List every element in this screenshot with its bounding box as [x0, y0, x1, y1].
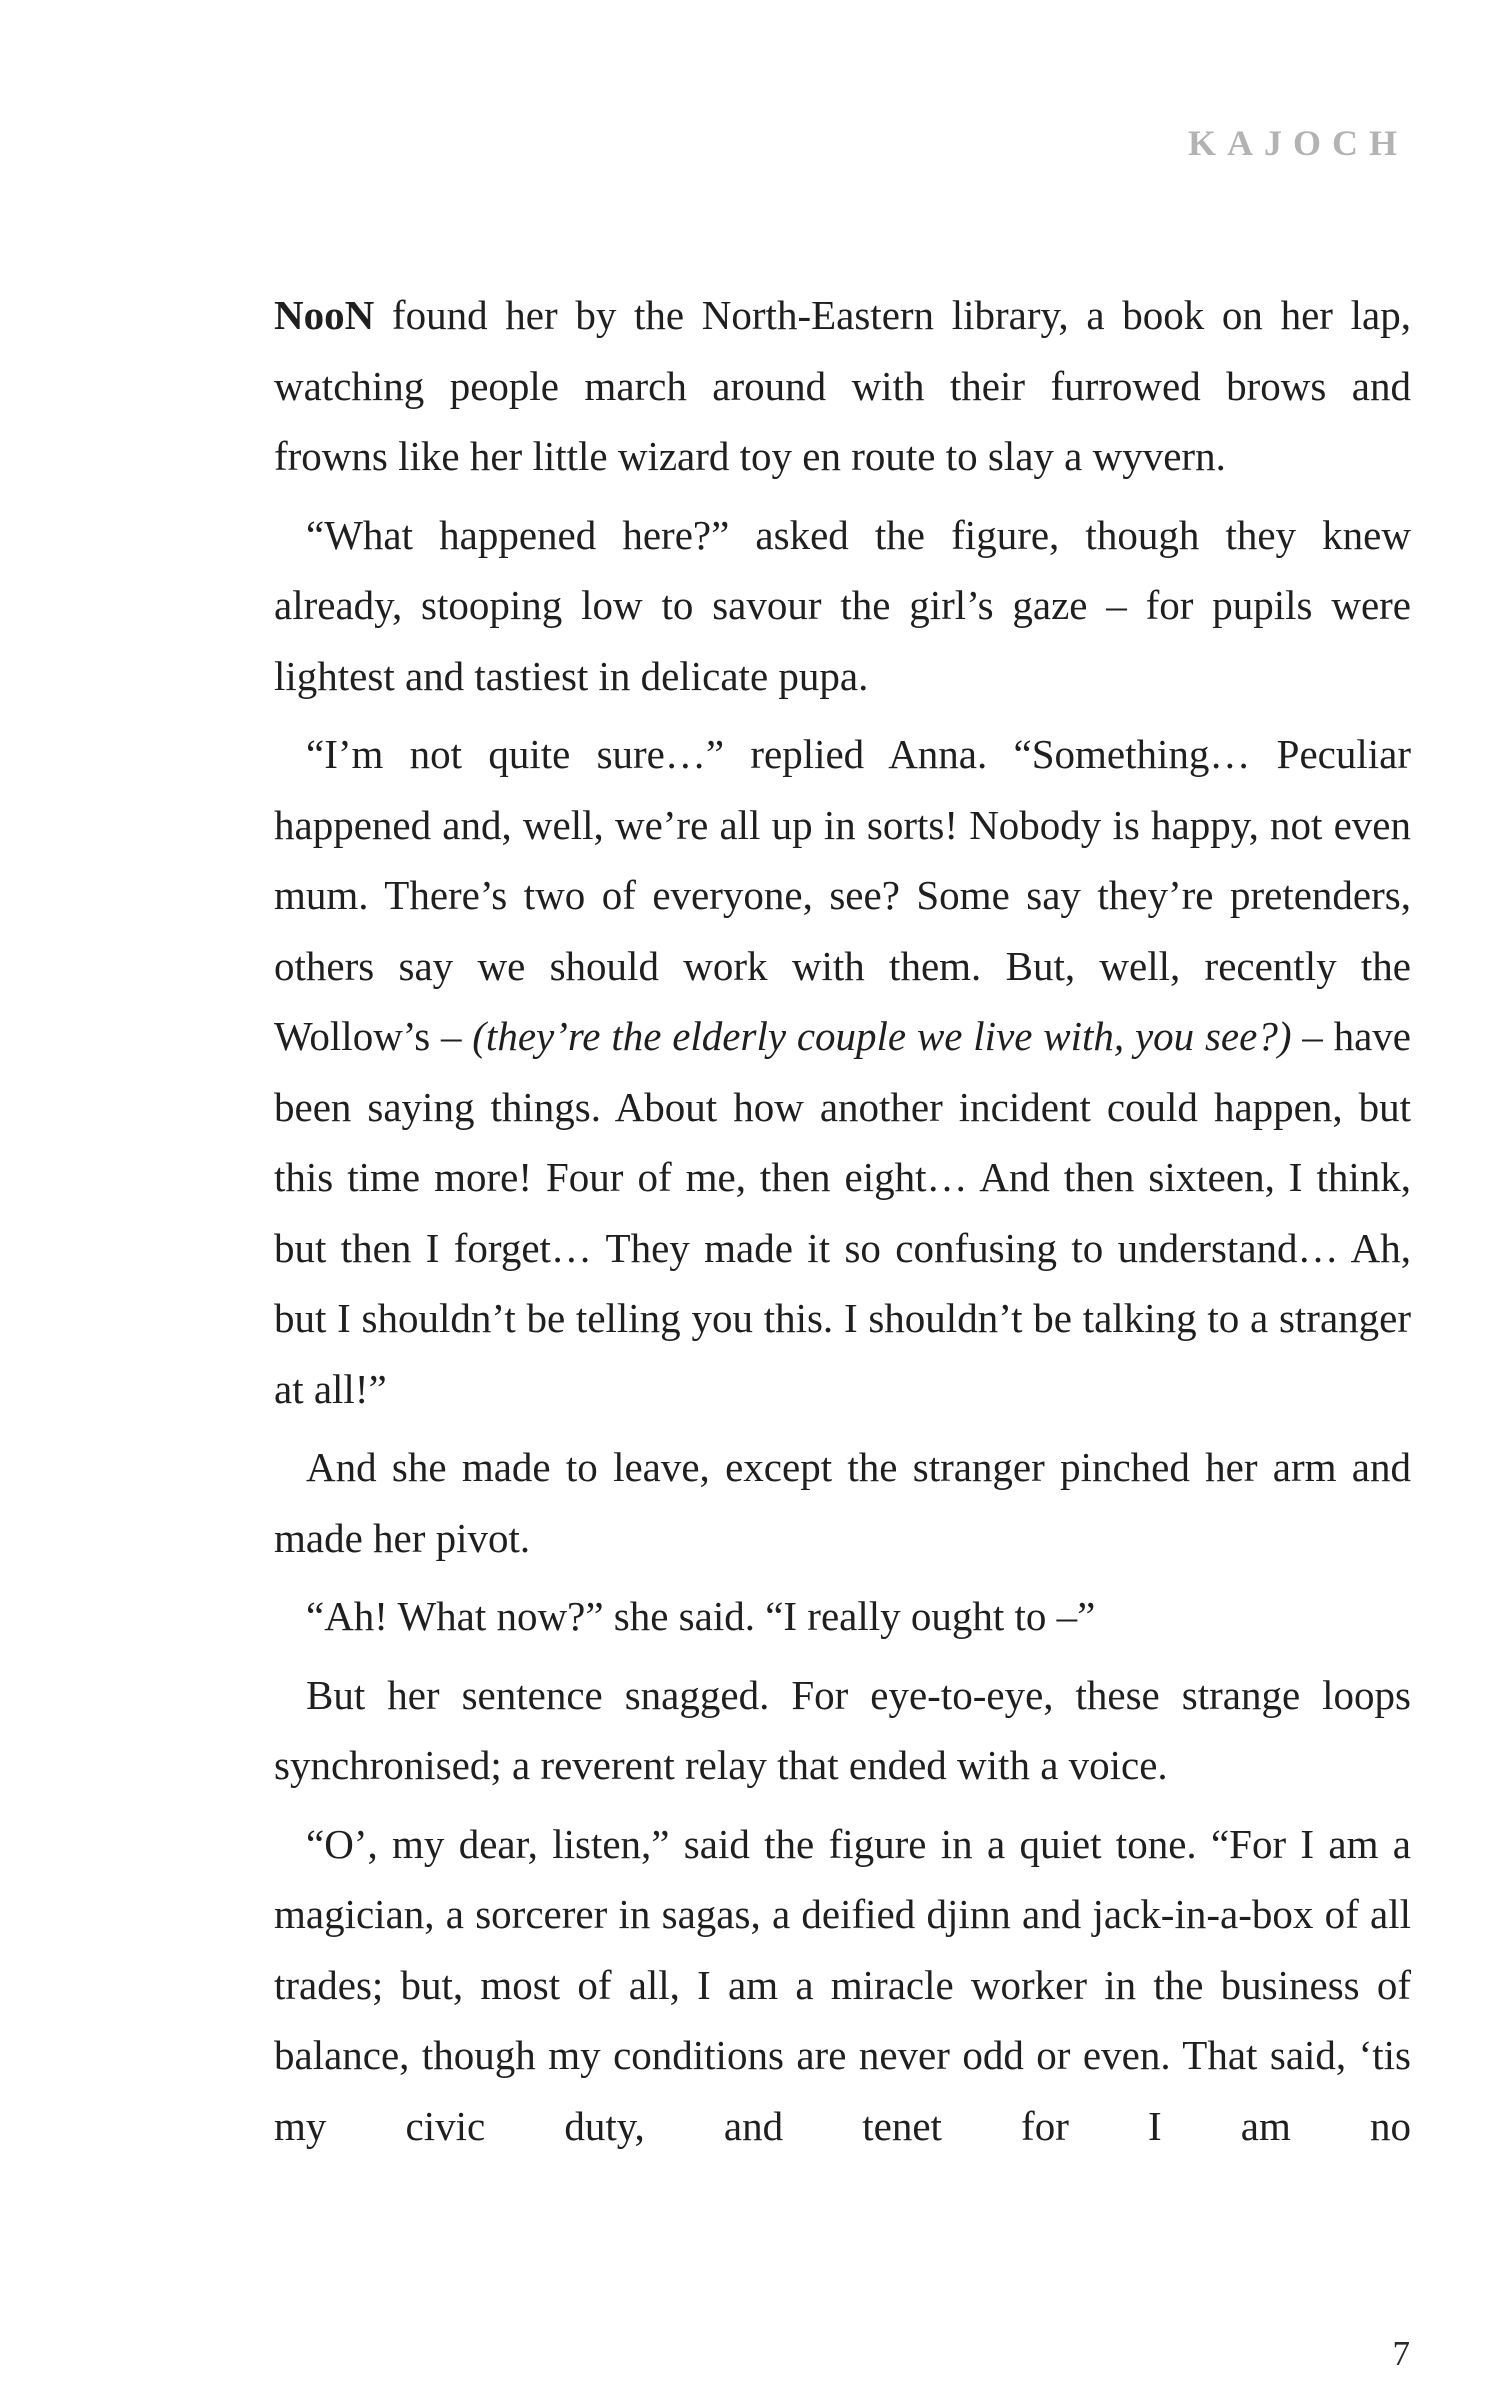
paragraph-7: “O’, my dear, listen,” said the figure in a quiet tone. “For I am a magician, a sorcerer in sagas, a deified djinn and jack-in-a-box of all trades; but, most of all, I am a miracle worker in the business of balance, though my conditions are never odd or even. That said, ‘tis my civic duty, and tenet for I am no: [274, 1820, 1411, 2149]
page-number: 7: [1392, 2334, 1410, 2373]
paragraph-6: But her sentence snagged. For eye-to-eye, these strange loops synchronised; a reverent relay that ended with a voice.: [274, 1671, 1411, 1788]
body-text: [274, 280, 1411, 2161]
running-head: KAJOCH: [1187, 123, 1408, 163]
paragraph-3-text-a: “I’m not quite sure…” replied Anna. “Something… Peculiar happened and, well, we’re all up in sorts! Nobody is happy, not even mum. There’s two of everyone, see? Some say they’re pretenders, others say we should work with them. But, well, recently the Wollow’s –: [274, 731, 1411, 1059]
paragraph-2: “What happened here?” asked the figure, though they knew already, stooping low to savour the girl’s gaze – for pupils were lightest and tastiest in delicate pupa.: [274, 511, 1411, 699]
paragraph-3: [274, 719, 1411, 1424]
paragraph-3-aside: (they’re the elderly couple we live with, you see?): [472, 1013, 1292, 1059]
paragraph-1-text: found her by the North-Eastern library, a book on her lap, watching people march around with their furrowed brows and frowns like her little wizard toy en route to slay a wyvern.: [274, 292, 1411, 479]
paragraph-1: [274, 280, 1411, 492]
paragraph-3-text-b: – have been saying things. About how another incident could happen, but this time more! Four of me, then eight… And then sixteen, I think, but then I forget… They made it so confusing to understand… Ah, but I shouldn’t be telling you this. I shouldn’t be talking to a stranger at all!”: [274, 1013, 1411, 1412]
paragraph-4: And she made to leave, except the stranger pinched her arm and made her pivot.: [274, 1444, 1411, 1561]
paragraph-5: “Ah! What now?” she said. “I really ought to –”: [306, 1593, 1096, 1639]
opening-word: NooN: [274, 292, 375, 338]
